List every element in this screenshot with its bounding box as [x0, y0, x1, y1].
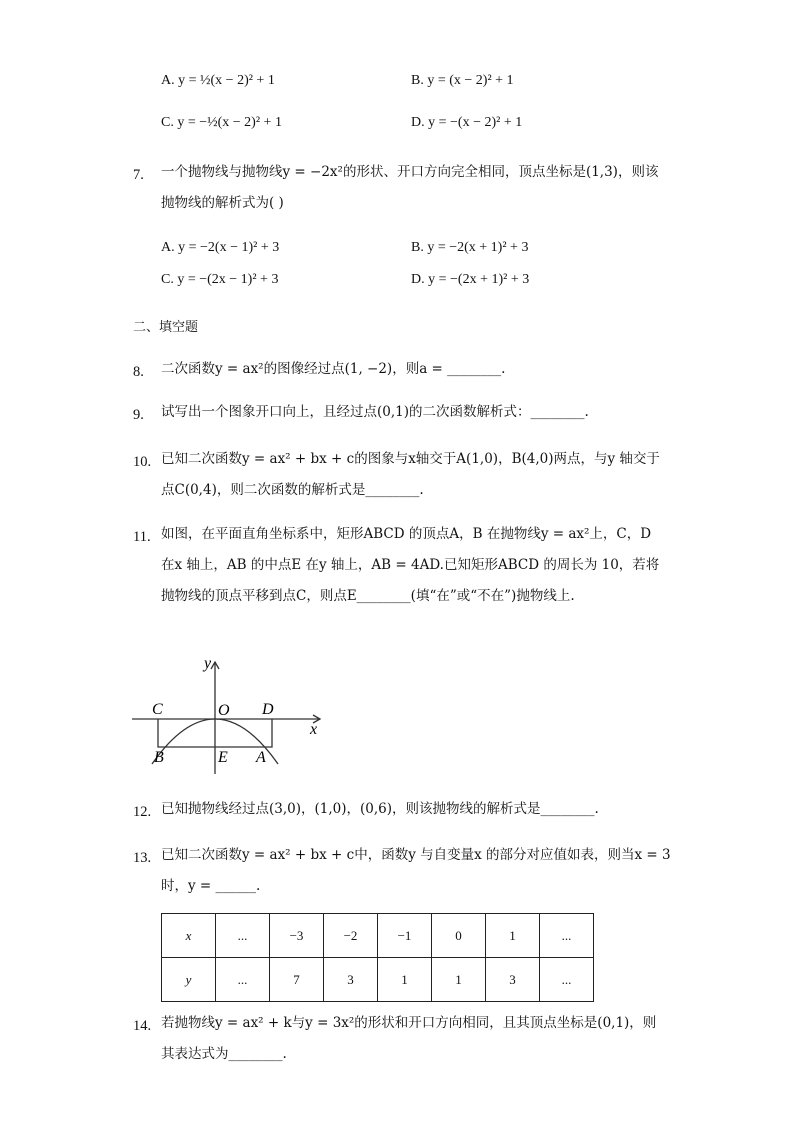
table-cell: 1: [432, 958, 486, 1002]
q9-number: 9.: [133, 407, 144, 423]
q7-number: 7.: [133, 167, 144, 183]
q11-figure: [130, 652, 330, 777]
table-cell: 1: [378, 958, 432, 1002]
q13-value-table: [161, 913, 594, 1002]
table-cell: 1: [486, 914, 540, 958]
label-y: y: [204, 655, 212, 672]
q11-line3: 抛物线的顶点平移到点C，则点E________(填“在”或“不在”)抛物线上.: [161, 588, 575, 604]
q7-option-d: D. y = −(2x + 1)² + 3: [411, 272, 530, 287]
q7-option-b: B. y = −2(x + 1)² + 3: [411, 240, 529, 255]
q6-option-c: C. y = −½(x − 2)² + 1: [161, 115, 282, 130]
q7-option-a: A. y = −2(x − 1)² + 3: [161, 240, 280, 255]
q9-text: 试写出一个图象开口向上，且经过点(0,1)的二次函数解析式：________.: [161, 404, 589, 420]
table-cell: 3: [324, 958, 378, 1002]
q11-line2: 在x 轴上，AB 的中点E 在y 轴上，AB = 4AD.已知矩形ABCD 的周长为 10，若将: [161, 557, 660, 573]
q7-line1: 一个抛物线与抛物线y = −2x²的形状、开口方向完全相同，顶点坐标是(1,3)，则该: [161, 164, 659, 180]
q11-number: 11.: [133, 529, 151, 545]
table-cell: ...: [540, 958, 594, 1002]
q14-line1: 若抛物线y = ax² + k与y = 3x²的形状和开口方向相同，且其顶点坐标是(0,1)，则: [161, 1015, 657, 1031]
q10-line1: 已知二次函数y = ax² + bx + c的图象与x轴交于A(1,0)，B(4,0)两点，与y 轴交于: [161, 451, 660, 467]
table-cell: 7: [270, 958, 324, 1002]
label-c: C: [152, 701, 163, 718]
q12-number: 12.: [133, 804, 152, 820]
q10-number: 10.: [133, 454, 152, 470]
section-title-fill-in: 二、填空题: [133, 320, 199, 335]
q13-line1: 已知二次函数y = ax² + bx + c中，函数y 与自变量x 的部分对应值如表，则当x = 3: [161, 847, 671, 863]
q13-number: 13.: [133, 850, 152, 866]
label-e: E: [218, 749, 228, 766]
table-cell: ...: [216, 914, 270, 958]
table-row-x: [162, 914, 594, 958]
label-d: D: [262, 701, 274, 718]
q11-line1: 如图，在平面直角坐标系中，矩形ABCD 的顶点A，B 在抛物线y = ax²上，C，D: [161, 526, 652, 542]
table-cell: −2: [324, 914, 378, 958]
label-a: A: [256, 749, 266, 766]
q6-option-a: A. y = ½(x − 2)² + 1: [161, 73, 275, 88]
q6-option-d: D. y = −(x − 2)² + 1: [411, 115, 523, 130]
q14-number: 14.: [133, 1018, 152, 1034]
q7-option-c: C. y = −(2x − 1)² + 3: [161, 272, 279, 287]
label-b: B: [154, 749, 164, 766]
table-cell: 3: [486, 958, 540, 1002]
q12-text: 已知抛物线经过点(3,0)，(1,0)，(0,6)，则该抛物线的解析式是________.: [161, 801, 599, 817]
q7-line2: 抛物线的解析式为( ): [161, 195, 284, 211]
table-cell: −1: [378, 914, 432, 958]
table-row-y: [162, 958, 594, 1002]
q13-line2: 时，y = ______.: [161, 878, 261, 894]
table-cell: 0: [432, 914, 486, 958]
q8-number: 8.: [133, 364, 144, 380]
table-cell: ...: [540, 914, 594, 958]
table-cell: y: [162, 958, 216, 1002]
q8-text: 二次函数y = ax²的图像经过点(1, −2)，则a = ________.: [161, 361, 506, 377]
table-cell: −3: [270, 914, 324, 958]
table-cell: x: [162, 914, 216, 958]
q10-line2: 点C(0,4)，则二次函数的解析式是________.: [161, 482, 424, 498]
label-x: x: [310, 721, 318, 738]
table-cell: ...: [216, 958, 270, 1002]
q14-line2: 其表达式为________.: [161, 1046, 287, 1062]
label-o: O: [218, 702, 230, 719]
q6-option-b: B. y = (x − 2)² + 1: [411, 73, 514, 88]
